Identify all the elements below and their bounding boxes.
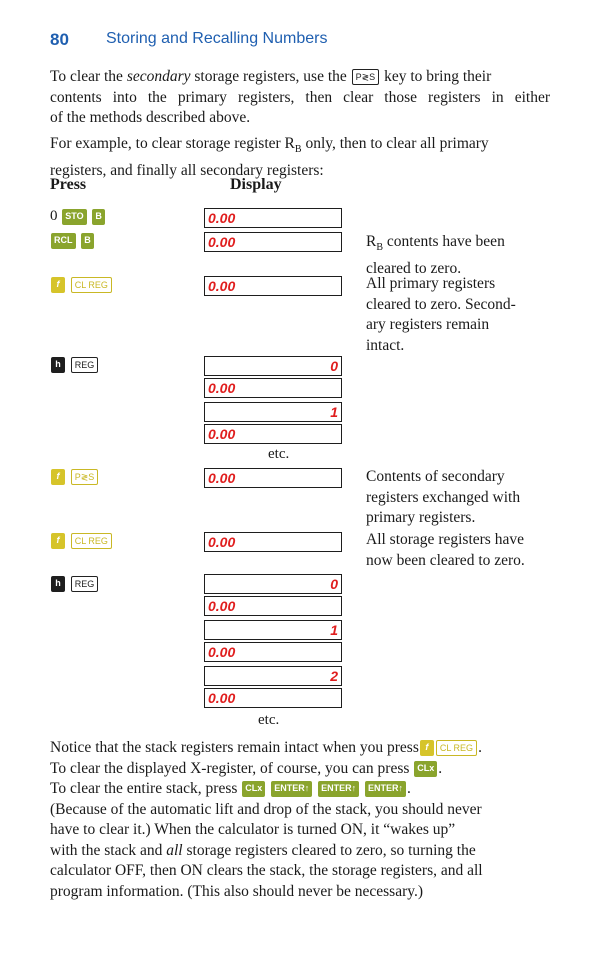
- text-line: (Because of the automatic lift and drop of the stack, you should never: [50, 800, 482, 818]
- press-sequence: [50, 532, 113, 549]
- press-sequence: [50, 575, 99, 592]
- text-line: [50, 67, 550, 88]
- text-line: registers, and finally all secondary registers:: [50, 161, 324, 179]
- enter-key: ENTER↑: [271, 781, 312, 797]
- page-title: Storing and Recalling Numbers: [106, 30, 328, 47]
- text-line: [50, 779, 556, 800]
- rcl-key: RCL: [51, 233, 76, 249]
- example-paragraph: [50, 134, 550, 181]
- text: To clear the displayed X-register, of course, you can press: [50, 759, 410, 777]
- page-header: [50, 30, 328, 50]
- enter-key: ENTER↑: [365, 781, 406, 797]
- text: .: [438, 759, 443, 777]
- emphasis-text: all: [166, 841, 183, 859]
- clx-key: CLx: [414, 761, 437, 777]
- intro-paragraph: [50, 67, 550, 129]
- text-line: calculator OFF, then ON clears the stack, the storage registers, and all: [50, 862, 483, 879]
- note-rb-cleared: [366, 232, 551, 279]
- display-window: 1: [204, 402, 342, 422]
- text: To clear the: [50, 68, 127, 85]
- display-window: 0: [204, 356, 342, 376]
- text-line: of the methods described above.: [50, 109, 251, 126]
- b-key: B: [81, 233, 94, 249]
- display-window: 0.00: [204, 208, 342, 228]
- display-window: 0.00: [204, 232, 342, 252]
- text: All primary registers: [366, 275, 496, 292]
- etc-label: etc.: [268, 446, 290, 462]
- page-number: 80: [50, 30, 69, 49]
- h-key: h: [51, 357, 65, 373]
- press-sequence: [50, 276, 113, 293]
- text: All storage registers have: [366, 531, 524, 548]
- display-window: 0.00: [204, 378, 342, 398]
- text: with the stack and: [50, 841, 167, 859]
- text-line: program information. (This also should never be necessary.): [50, 882, 424, 900]
- display-window: 0.00: [204, 642, 342, 662]
- h-key: h: [51, 576, 65, 592]
- text: storage registers, use the: [190, 68, 351, 85]
- text: To clear the entire stack, press: [50, 780, 238, 797]
- text-line: [50, 759, 556, 780]
- f-key: f: [420, 740, 434, 756]
- text: key to bring their: [380, 68, 492, 85]
- closing-paragraph: [50, 738, 556, 902]
- note-registers-exchanged: [366, 467, 551, 529]
- text: .: [406, 780, 411, 797]
- text: cleared to zero. Second-: [366, 295, 516, 313]
- pxs-key: P≷S: [71, 469, 99, 485]
- text: only, then to clear all primary: [301, 135, 489, 152]
- f-key: f: [51, 469, 65, 485]
- reg-key: REG: [71, 576, 99, 592]
- note-primary-cleared: [366, 274, 551, 356]
- display-window: 0.00: [204, 596, 342, 616]
- press-sequence: [50, 356, 99, 373]
- sto-key: STO: [62, 209, 86, 225]
- text-line: [50, 134, 550, 161]
- press-sequence: [50, 208, 106, 225]
- emphasis-text: secondary: [126, 68, 191, 85]
- clx-key: CLx: [242, 781, 265, 797]
- display-window: 0.00: [204, 276, 342, 296]
- display-window: 0.00: [204, 532, 342, 552]
- text-line: [50, 738, 556, 759]
- subscript: B: [294, 144, 302, 156]
- text: Contents of secondary: [366, 468, 505, 485]
- text: ary registers remain: [366, 316, 490, 333]
- display-window: 0: [204, 574, 342, 594]
- text-line: have to clear it.) When the calculator is turned ON, it “wakes up”: [50, 821, 456, 838]
- text: primary registers.: [366, 509, 476, 526]
- display-column-header: Display: [230, 176, 282, 193]
- pxs-key: P≷S: [352, 69, 380, 85]
- note-all-cleared: [366, 530, 551, 571]
- cl-reg-key: CL REG: [71, 533, 112, 549]
- f-key: f: [51, 533, 65, 549]
- display-window: 2: [204, 666, 342, 686]
- reg-key: REG: [71, 357, 99, 373]
- text: contents have been: [383, 233, 505, 250]
- display-window: 0.00: [204, 688, 342, 708]
- f-key: f: [51, 277, 65, 293]
- text-line: contents into the primary registers, then clear those registers in either: [50, 88, 550, 106]
- b-key: B: [92, 209, 105, 225]
- text: Notice that the stack registers remain intact when you press: [50, 739, 419, 756]
- text: registers exchanged with: [366, 488, 521, 506]
- text: R: [366, 233, 377, 250]
- subscript: B: [376, 242, 384, 254]
- cl-reg-key: CL REG: [436, 740, 477, 756]
- press-sequence: [50, 232, 95, 249]
- display-window: 0.00: [204, 468, 342, 488]
- enter-key: ENTER↑: [318, 781, 359, 797]
- etc-label: etc.: [258, 712, 280, 728]
- text: storage registers cleared to zero, so turning the: [182, 841, 476, 859]
- text: .: [478, 739, 482, 756]
- text: cleared to zero.: [366, 259, 462, 277]
- text: intact.: [366, 336, 405, 354]
- digit-zero: 0: [50, 208, 58, 224]
- press-column-header: Press: [50, 176, 87, 193]
- cl-reg-key: CL REG: [71, 277, 112, 293]
- text: now been cleared to zero.: [366, 551, 525, 569]
- display-window: 0.00: [204, 424, 342, 444]
- text: For example, to clear storage register R: [50, 135, 295, 152]
- text-line: [50, 841, 556, 862]
- display-window: 1: [204, 620, 342, 640]
- press-sequence: [50, 468, 99, 485]
